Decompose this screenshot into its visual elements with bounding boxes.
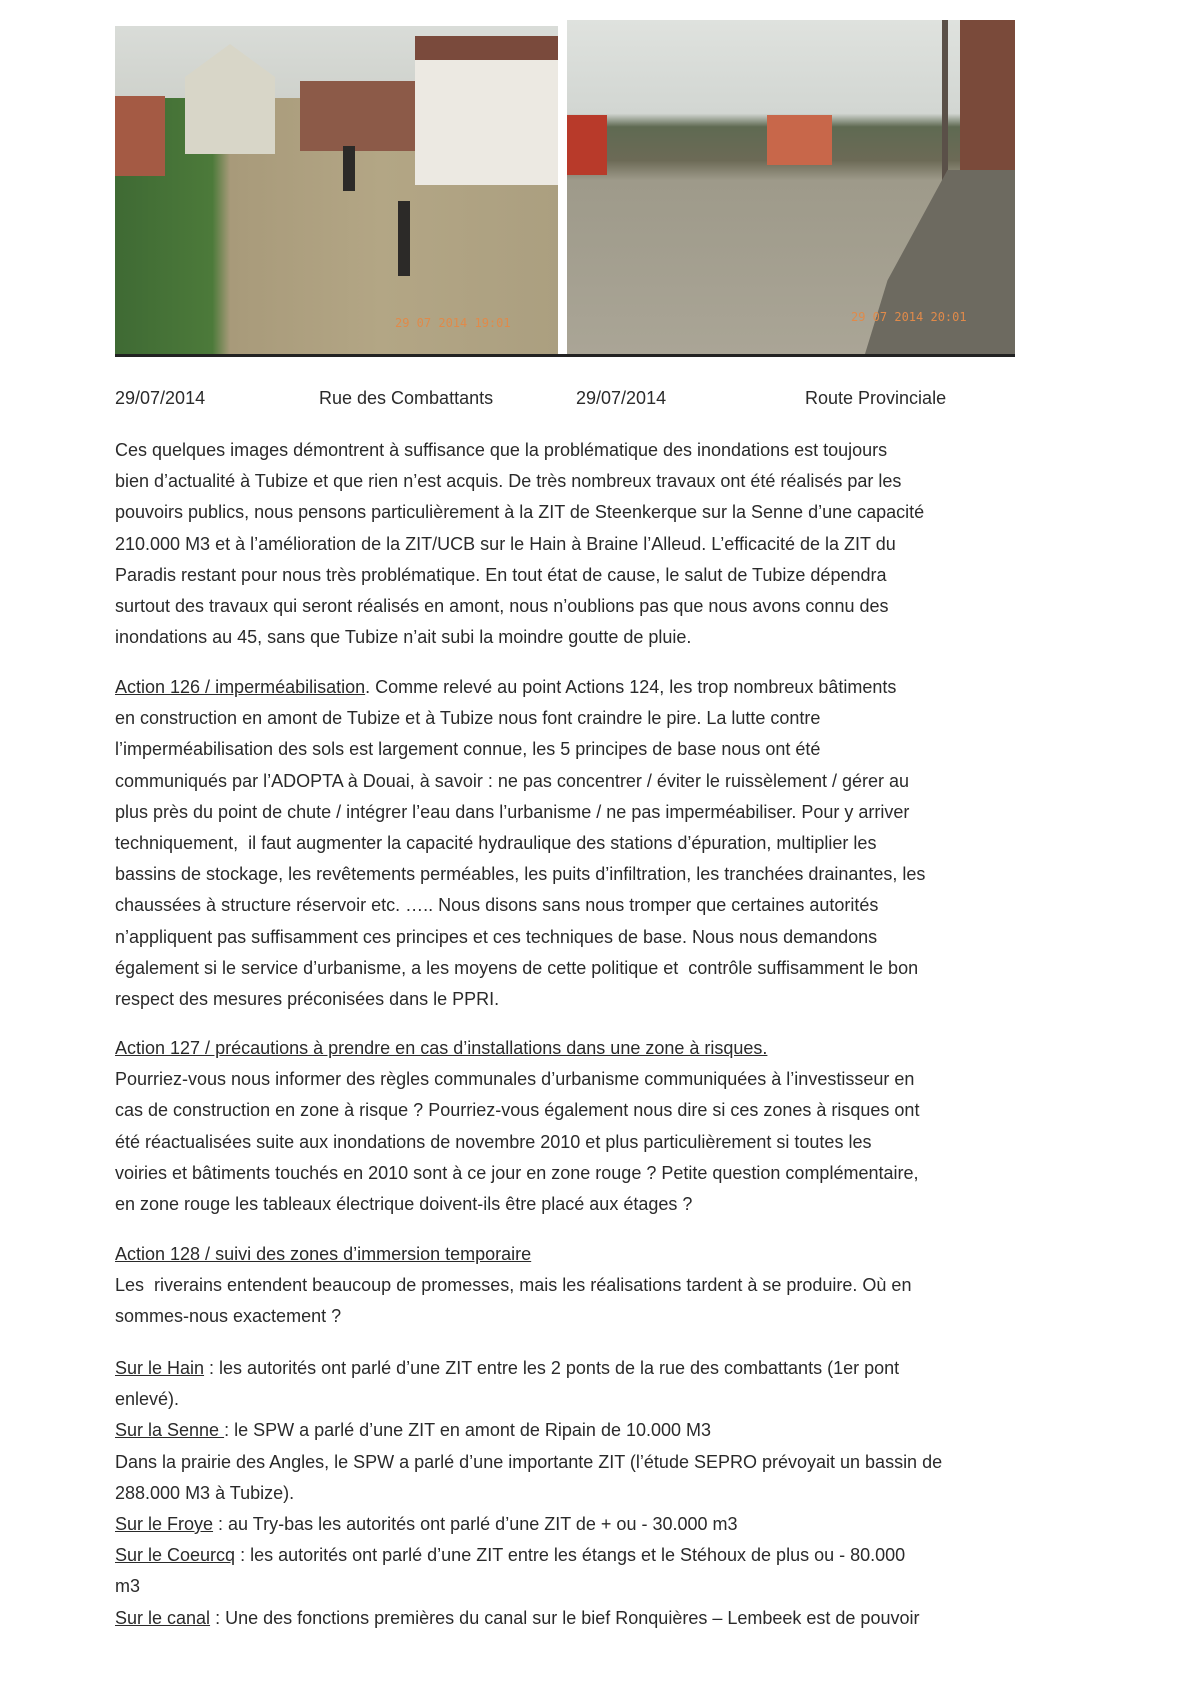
line-text: inondations au 45, sans que Tubize n’ait subi la moindre goutte de pluie. [115, 627, 692, 648]
line-text: Pourriez-vous nous informer des règles communales d’urbanisme communiquées à l’investisseur en [115, 1069, 915, 1090]
text-line [115, 1270, 911, 1301]
line-text: . Comme relevé au point Actions 124, les trop nombreux bâtiments [365, 677, 897, 697]
text-line [115, 560, 924, 591]
line-text: : les autorités ont parlé d’une ZIT entre les 2 ponts de la rue des combattants (1er pont [204, 1358, 900, 1378]
underlined-heading: Sur le Froye [115, 1514, 214, 1535]
underlined-heading: Action 126 / imperméabilisation [115, 677, 366, 697]
photo-house [185, 44, 275, 154]
caption-place-right: Route Provinciale [805, 388, 947, 408]
text-line [115, 466, 924, 497]
line-text: également si le service d’urbanisme, a les moyens de cette politique et contrôle suffisamment le bon [115, 957, 919, 978]
caption-place-left: Rue des Combattants [319, 388, 494, 408]
line-text: respect des mesures préconisées dans le PPRI. [115, 989, 500, 1010]
line-text: Dans la prairie des Angles, le SPW a parlé d’une importante ZIT (l’étude SEPRO prévoyait un bassin de [115, 1451, 943, 1472]
text-line [115, 984, 925, 1015]
text-line [115, 828, 925, 859]
paragraph-intro [115, 435, 924, 653]
line-text: plus près du point de chute / intégrer l’eau dans l’urbanisme / ne pas imperméabiliser. Pour y arriver [115, 801, 910, 822]
line-text: communiqués par l’ADOPTA à Douai, à savoir : ne pas concentrer / éviter le ruissèlement / gérer au [115, 770, 910, 791]
underlined-heading: Sur le Coeurcq [115, 1545, 236, 1566]
photo-bollard [398, 201, 410, 276]
line-text: l’imperméabilisation des sols est largement connue, les 5 principes de base nous ont été [115, 739, 821, 760]
photo-truck [767, 115, 832, 165]
text-line [115, 1478, 942, 1509]
text-line [115, 1158, 919, 1189]
photo-underline [115, 354, 1015, 357]
line-text: voiries et bâtiments touchés en 2010 sont à ce jour en zone rouge ? Petite question complémentaire, [115, 1162, 919, 1183]
line-text: bien d’actualité à Tubize et que rien n’est acquis. De très nombreux travaux ont été réalisés par les [115, 471, 902, 492]
section-action-126 [115, 672, 925, 1015]
photo-timestamp: 29 07 2014 19:01 [395, 316, 511, 330]
text-line [115, 622, 924, 653]
text-line [115, 766, 925, 797]
text-line [115, 1603, 942, 1634]
line-text: en zone rouge les tableaux électrique doivent-ils être placé aux étages ? [115, 1194, 693, 1215]
underlined-heading: Sur le canal [115, 1607, 211, 1628]
line-text: bassins de stockage, les revêtements perméables, les puits d’infiltration, les tranchées drainantes, les [115, 864, 926, 885]
flood-photo-rue-des-combattants [115, 26, 558, 354]
photo-sidewalk [865, 170, 1015, 354]
underlined-heading: Action 127 / précautions à prendre en cas d’installations dans une zone à risques. [115, 1038, 768, 1058]
caption-date-left: 29/07/2014 [115, 388, 206, 408]
text-line [115, 1301, 911, 1332]
line-text: surtout des travaux qui seront réalisés en amont, nous n’oublions pas que nous avons connu des [115, 596, 889, 617]
underlined-heading: Sur la Senne [115, 1420, 225, 1441]
line-text: chaussées à structure réservoir etc. ….. Nous disons sans nous tromper que certaines autorités [115, 895, 879, 916]
line-text: : le SPW a parlé d’une ZIT en amont de Ripain de 10.000 M3 [224, 1420, 712, 1441]
text-line [115, 435, 924, 466]
text-line [115, 529, 924, 560]
text-line [115, 1064, 919, 1095]
text-line [115, 953, 925, 984]
text-line [115, 1415, 942, 1446]
underlined-heading: Action 128 / suivi des zones d’immersion temporaire [115, 1244, 532, 1264]
text-line [115, 1384, 942, 1415]
line-text: m3 [115, 1576, 141, 1597]
text-line [115, 1540, 942, 1571]
text-line [115, 1033, 919, 1064]
section-action-128 [115, 1239, 911, 1333]
text-line [115, 1509, 942, 1540]
line-text: Ces quelques images démontrent à suffisance que la problématique des inondations est toujours [115, 440, 888, 460]
text-line [115, 1571, 942, 1602]
line-text: : les autorités ont parlé d’une ZIT entre les étangs et le Stéhoux de plus ou - 80.000 [235, 1545, 906, 1566]
photo-white-houses [415, 36, 558, 185]
text-line [115, 1353, 942, 1384]
text-line [115, 591, 924, 622]
underlined-heading: Sur le Hain [115, 1358, 205, 1378]
text-line [115, 1239, 911, 1270]
line-text: Paradis restant pour nous très problématique. En tout état de cause, le salut de Tubize dépendra [115, 564, 887, 585]
text-line [115, 1095, 919, 1126]
line-text: Les riverains entendent beaucoup de promesses, mais les réalisations tardent à se produire. Où en [115, 1275, 912, 1296]
text-line [115, 734, 925, 765]
text-line [115, 703, 925, 734]
photo-bollard [343, 146, 355, 191]
text-line [115, 1447, 942, 1478]
photo-wall [115, 96, 165, 176]
photo-timestamp: 29 07 2014 20:01 [851, 310, 967, 324]
line-text: enlevé). [115, 1389, 180, 1410]
flood-photo-route-provinciale [567, 20, 1015, 354]
line-text: 288.000 M3 à Tubize). [115, 1482, 295, 1503]
line-text: pouvoirs publics, nous pensons particulièrement à la ZIT de Steenkerque sur la Senne d’une capacité [115, 502, 925, 523]
section-action-127 [115, 1033, 919, 1220]
line-text: été réactualisées suite aux inondations de novembre 2010 et plus particulièrement si toutes les [115, 1131, 872, 1152]
text-line [115, 890, 925, 921]
text-line [115, 859, 925, 890]
line-text: cas de construction en zone à risque ? Pourriez-vous également nous dire si ces zones à risques ont [115, 1100, 920, 1121]
line-text: en construction en amont de Tubize et à Tubize nous font craindre le pire. La lutte contre [115, 708, 821, 729]
line-text: sommes-nous exactement ? [115, 1306, 342, 1327]
line-text: : Une des fonctions premières du canal sur le bief Ronquières – Lembeek est de pouvoir [210, 1607, 920, 1628]
photo-building [960, 20, 1015, 190]
text-line [115, 1189, 919, 1220]
text-line [115, 497, 924, 528]
text-line [115, 797, 925, 828]
caption-date-right: 29/07/2014 [576, 388, 667, 408]
line-text: techniquement, il faut augmenter la capacité hydraulique des stations d’épuration, multiplier les [115, 833, 877, 854]
text-line [115, 922, 925, 953]
photo-brick-houses [300, 81, 420, 151]
section-rivers-list [115, 1353, 942, 1634]
line-text: : au Try-bas les autorités ont parlé d’une ZIT de + ou - 30.000 m3 [213, 1514, 738, 1535]
text-line [115, 672, 925, 703]
photo-pole [942, 20, 948, 190]
line-text: 210.000 M3 et à l’amélioration de la ZIT/UCB sur le Hain à Braine l’Alleud. L’efficacité de la ZIT du [115, 533, 896, 554]
line-text: n’appliquent pas suffisamment ces principes et ces techniques de base. Nous nous demandons [115, 926, 878, 947]
text-line [115, 1127, 919, 1158]
photo-fire-truck [567, 115, 607, 175]
